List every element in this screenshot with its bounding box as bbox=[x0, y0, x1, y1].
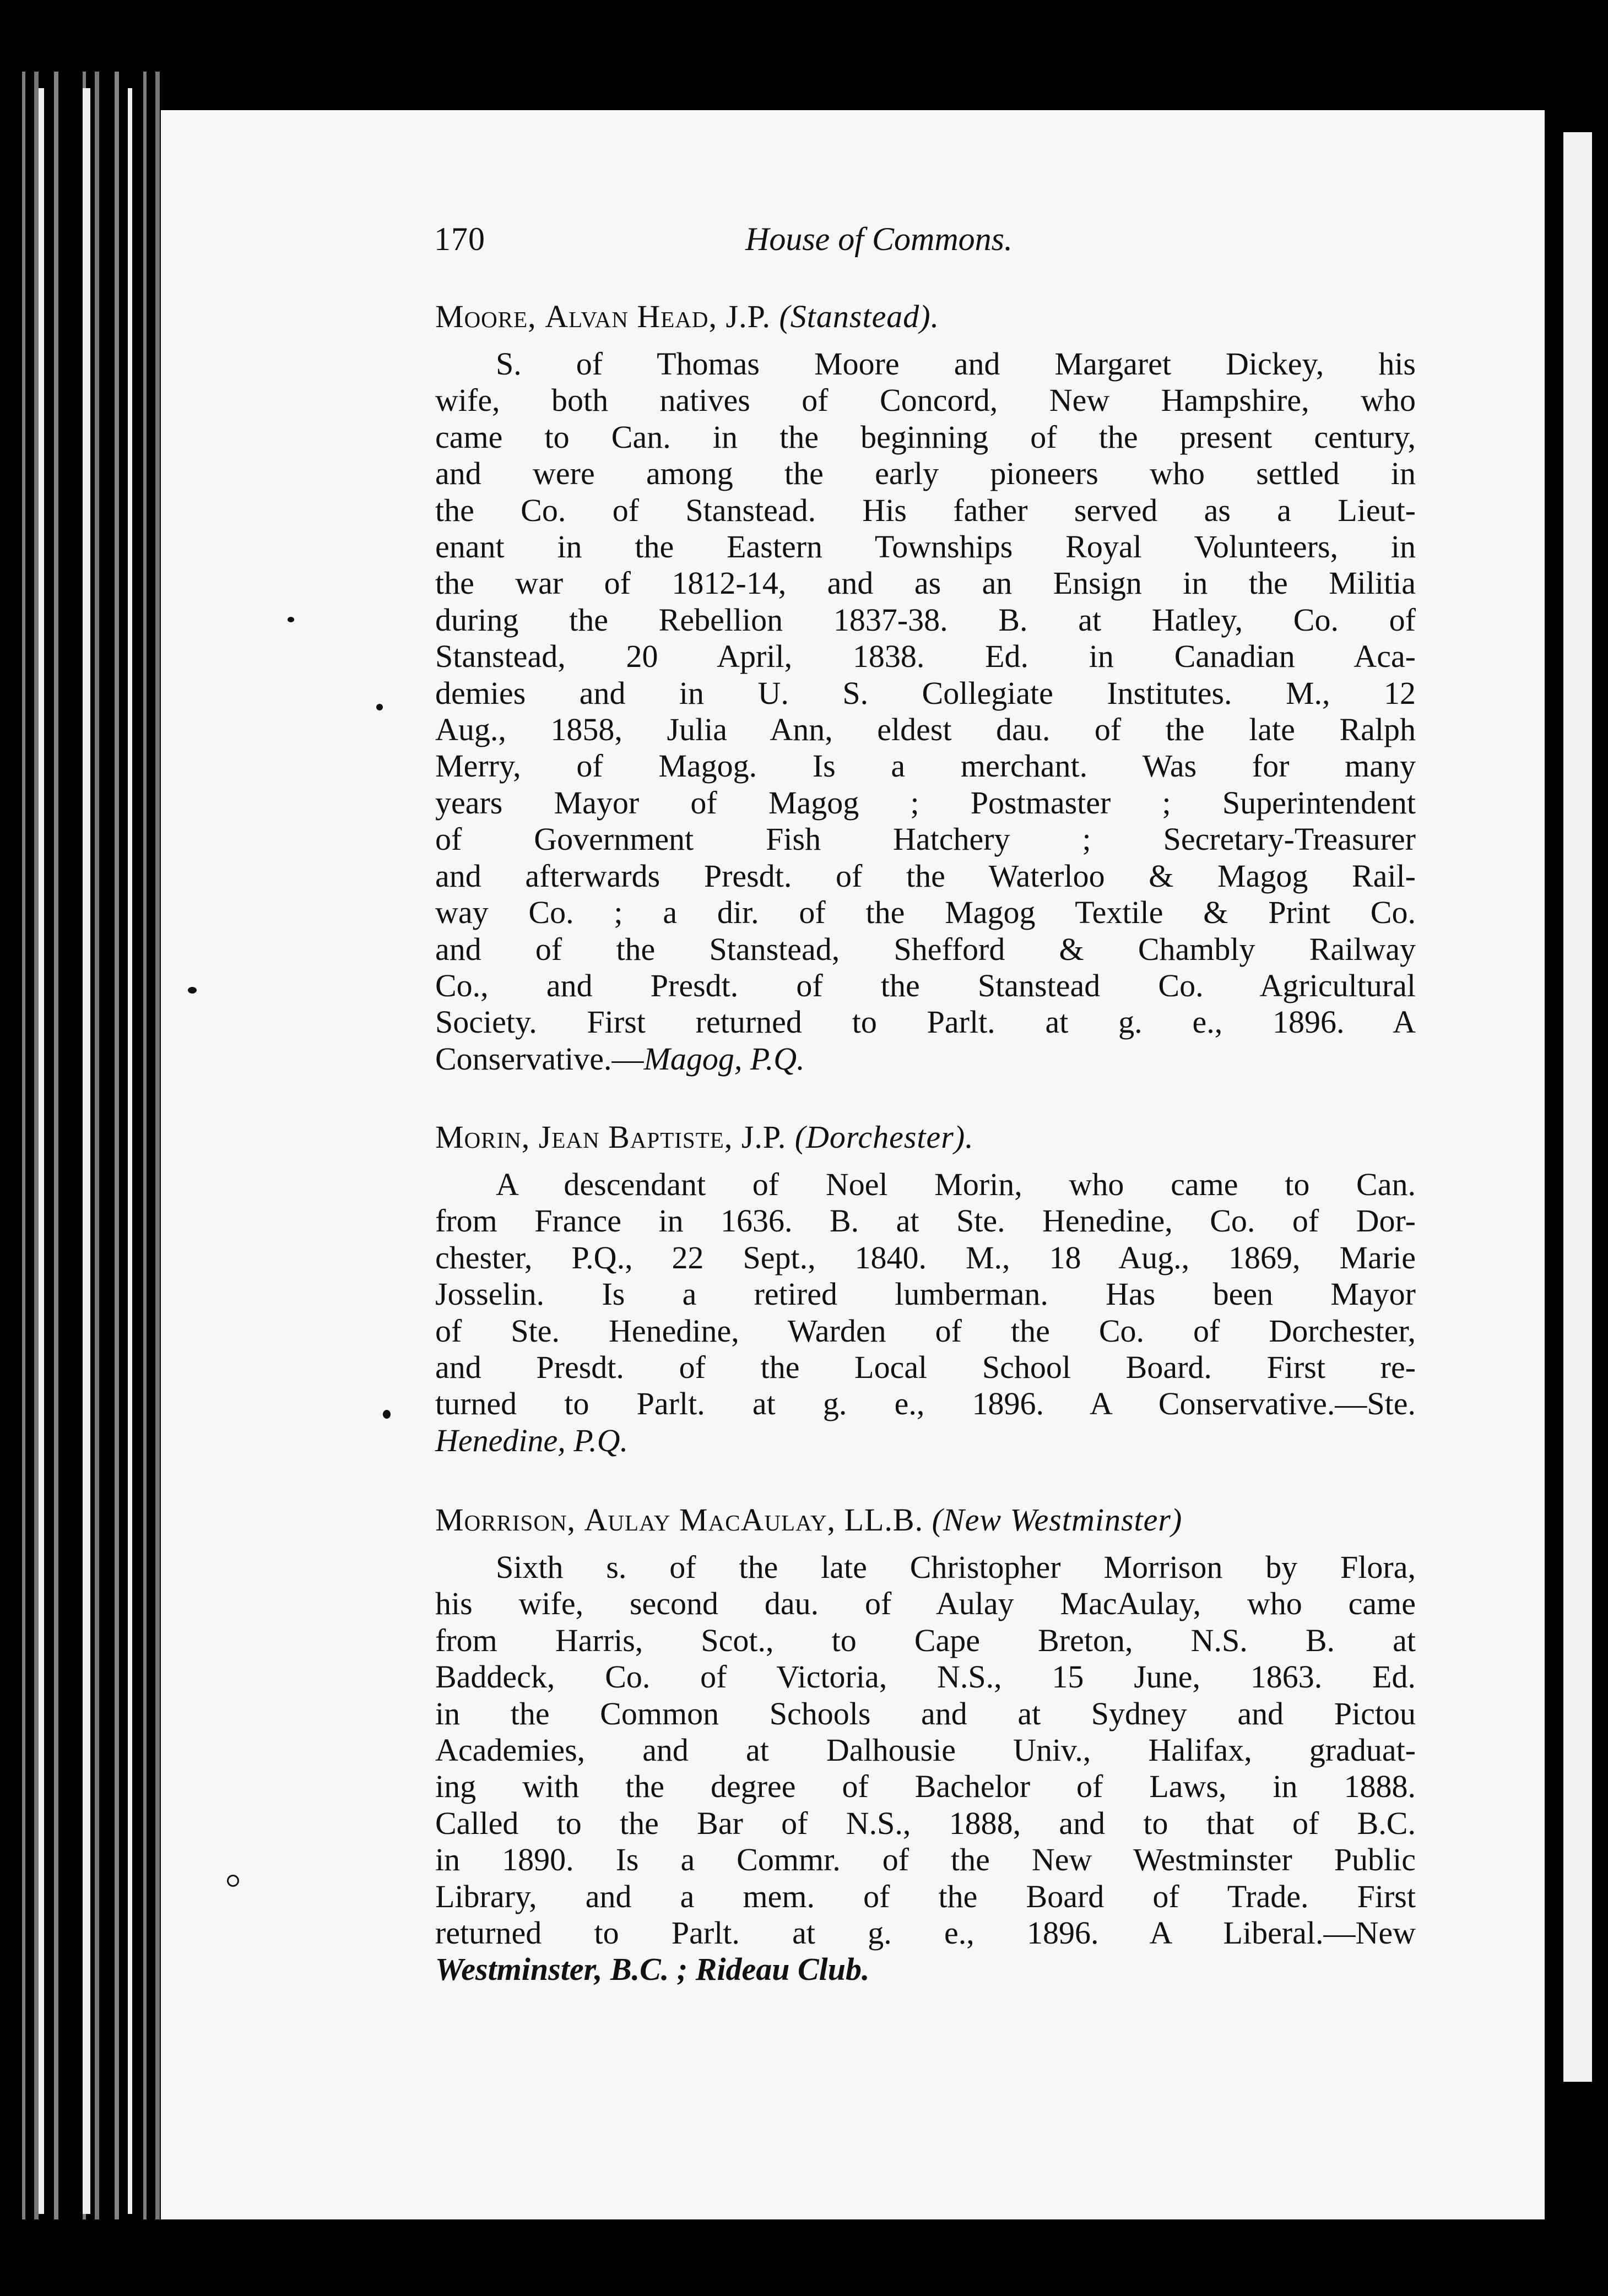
margin-speck bbox=[383, 1410, 391, 1419]
body-line: of Ste. Henedine, Warden of the Co. of Dorchester, bbox=[435, 1312, 1416, 1349]
body-line-final bbox=[435, 1423, 1416, 1459]
running-head bbox=[434, 220, 1172, 270]
entry-constituency: (Stanstead). bbox=[779, 298, 940, 334]
body-line: and afterwards Presdt. of the Waterloo & Magog Rail- bbox=[435, 857, 1416, 894]
body-line: wife, both natives of Concord, New Hampshire, who bbox=[435, 382, 1416, 419]
body-line: turned to Parlt. at g. e., 1896. A Conservative.—Ste. bbox=[435, 1386, 1416, 1422]
body-line: years Mayor of Magog ; Postmaster ; Superintendent bbox=[435, 784, 1416, 821]
body-line: Society. First returned to Parlt. at g. e., 1896. A bbox=[435, 1004, 1416, 1040]
page-edge-right bbox=[1563, 132, 1592, 2082]
entry-constituency: (New Westminster) bbox=[932, 1502, 1183, 1538]
body-line: from Harris, Scot., to Cape Breton, N.S. B. at bbox=[435, 1622, 1416, 1658]
body-line: and Presdt. of the Local School Board. First re- bbox=[435, 1349, 1416, 1386]
body-line: Aug., 1858, Julia Ann, eldest dau. of the late Ralph bbox=[435, 712, 1416, 748]
body-line: the war of 1812-14, and as an Ensign in the Militia bbox=[435, 565, 1416, 601]
body-line: Merry, of Magog. Is a merchant. Was for many bbox=[435, 748, 1416, 784]
entry-suffix: J.P. bbox=[741, 1119, 787, 1155]
entry-given-names: Aulay MacAulay, bbox=[584, 1502, 836, 1538]
entry-heading bbox=[435, 1118, 1416, 1157]
entry-suffix: LL.B. bbox=[844, 1502, 924, 1538]
entry-constituency: (Dorchester). bbox=[794, 1119, 974, 1155]
body-line: came to Can. in the beginning of the present century, bbox=[435, 419, 1416, 455]
body-line: returned to Parlt. at g. e., 1896. A Liberal.—New bbox=[435, 1915, 1416, 1951]
entry-heading bbox=[435, 1501, 1416, 1539]
entry-surname: Moore, bbox=[435, 298, 537, 334]
entry-moore bbox=[435, 297, 1416, 1077]
body-line: chester, P.Q., 22 Sept., 1840. M., 18 Aug., 1869, Marie bbox=[435, 1239, 1416, 1275]
gutter-edge bbox=[128, 88, 132, 2214]
margin-speck bbox=[227, 1875, 239, 1887]
body-line: A descendant of Noel Morin, who came to Can. bbox=[496, 1166, 1416, 1202]
margin-speck bbox=[376, 704, 383, 710]
margin-speck bbox=[288, 617, 294, 622]
entry-morin bbox=[435, 1118, 1416, 1459]
entry-surname: Morrison, bbox=[435, 1502, 576, 1538]
entry-address: Henedine, P.Q. bbox=[435, 1422, 629, 1458]
party-text: Conservative.— bbox=[435, 1040, 644, 1077]
entry-address: Westminster, B.C. ; Rideau Club. bbox=[435, 1951, 870, 1988]
body-line: in 1890. Is a Commr. of the New Westminster Public bbox=[435, 1842, 1416, 1878]
body-line: his wife, second dau. of Aulay MacAulay, who came bbox=[435, 1586, 1416, 1622]
entry-morrison bbox=[435, 1501, 1416, 1988]
body-line: of Government Fish Hatchery ; Secretary-Treasurer bbox=[435, 821, 1416, 857]
body-line: Stanstead, 20 April, 1838. Ed. in Canadian Aca- bbox=[435, 638, 1416, 675]
entry-body bbox=[435, 346, 1416, 1077]
gutter-edge bbox=[39, 88, 44, 2214]
entry-surname: Morin, bbox=[435, 1119, 530, 1155]
body-line: and were among the early pioneers who settled in bbox=[435, 455, 1416, 492]
body-line-final bbox=[435, 1951, 1416, 1988]
body-line: Library, and a mem. of the Board of Trade. First bbox=[435, 1878, 1416, 1914]
body-line: Josselin. Is a retired lumberman. Has been Mayor bbox=[435, 1276, 1416, 1312]
body-line: Sixth s. of the late Christopher Morrison by Flora, bbox=[496, 1549, 1416, 1585]
entry-address: Magog, P.Q. bbox=[643, 1040, 805, 1077]
entry-given-names: Jean Baptiste, bbox=[538, 1119, 733, 1155]
entry-body bbox=[435, 1166, 1416, 1459]
body-line: Academies, and at Dalhousie Univ., Halifax, graduat- bbox=[435, 1732, 1416, 1768]
body-line: Co., and Presdt. of the Stanstead Co. Agricultural bbox=[435, 967, 1416, 1003]
body-line: ing with the degree of Bachelor of Laws, in 1888. bbox=[435, 1768, 1416, 1805]
body-line-final bbox=[435, 1041, 1416, 1077]
gutter-edge bbox=[83, 88, 90, 2214]
entry-heading bbox=[435, 297, 1416, 336]
body-line: and of the Stanstead, Shefford & Chambly Railway bbox=[435, 931, 1416, 967]
body-line: way Co. ; a dir. of the Magog Textile & Print Co. bbox=[435, 894, 1416, 931]
body-line: Baddeck, Co. of Victoria, N.S., 15 June, 1863. Ed. bbox=[435, 1659, 1416, 1695]
page-number: 170 bbox=[434, 221, 485, 257]
entry-given-names: Alvan Head, bbox=[545, 298, 718, 334]
body-line: demies and in U. S. Collegiate Institutes. M., 12 bbox=[435, 675, 1416, 711]
body-line: S. of Thomas Moore and Margaret Dickey, his bbox=[496, 346, 1416, 382]
body-line: from France in 1636. B. at Ste. Henedine, Co. of Dor- bbox=[435, 1203, 1416, 1239]
body-line: the Co. of Stanstead. His father served as a Lieut- bbox=[435, 492, 1416, 528]
body-line: Called to the Bar of N.S., 1888, and to that of B.C. bbox=[435, 1805, 1416, 1841]
entry-suffix: J.P. bbox=[726, 298, 771, 334]
body-line: enant in the Eastern Townships Royal Volunteers, in bbox=[435, 529, 1416, 565]
entry-body bbox=[435, 1549, 1416, 1988]
page-header-title: House of Commons. bbox=[745, 221, 1013, 257]
body-line: during the Rebellion 1837-38. B. at Hatley, Co. of bbox=[435, 601, 1416, 638]
margin-speck bbox=[188, 987, 197, 994]
body-line: in the Common Schools and at Sydney and Pictou bbox=[435, 1695, 1416, 1732]
